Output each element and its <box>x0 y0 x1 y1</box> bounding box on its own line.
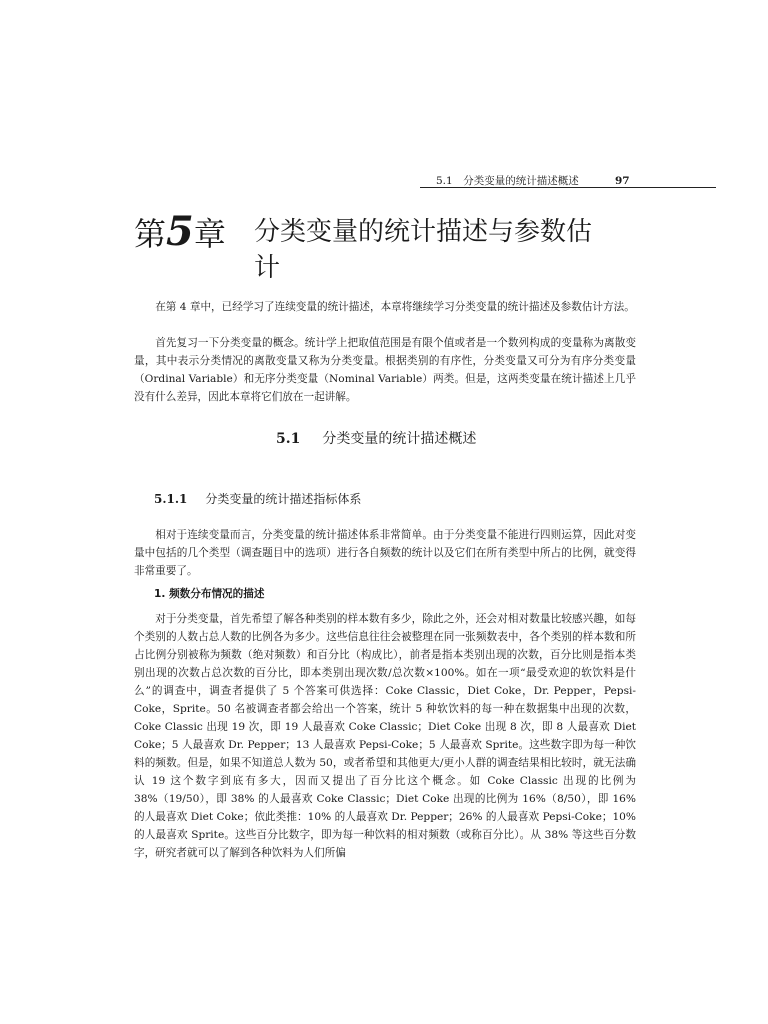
header-rule <box>420 187 716 188</box>
chapter-number <box>134 210 226 256</box>
section-heading <box>276 430 476 448</box>
subsection-number: 5.1.1 <box>154 492 188 506</box>
chapter-digit: 5 <box>166 208 194 255</box>
intro-paragraph-2: 首先复习一下分类变量的概念。统计学上把取值范围是有限个值或者是一个数列构成的变量称为离散变量，其中表示分类情况的离散变量又称为分类变量。根据类别的有序性，分类变量又可分为有序分类变量（Ordinal Variable）和无序分类变量（Nominal Variable）两类。但是，这两类变量在统计描述上几乎没有什么差异，因此本章将它们放在一起讲解。 <box>134 337 636 403</box>
page-number: 97 <box>615 175 630 187</box>
chapter-title: 分类变量的统计描述与参数估计 <box>254 217 593 283</box>
subsection-title: 分类变量的统计描述指标体系 <box>205 492 362 506</box>
section-title: 分类变量的统计描述概述 <box>322 431 477 447</box>
running-head-section: 5.1 分类变量的统计描述概述 <box>436 175 579 187</box>
minor-heading: 1. 频数分布情况的描述 <box>154 588 265 600</box>
running-head <box>420 174 716 188</box>
chapter-suffix: 章 <box>193 215 226 253</box>
subsection-heading <box>154 491 361 507</box>
section-number: 5.1 <box>276 431 301 447</box>
body-paragraph: 对于分类变量，首先希望了解各种类别的样本数有多少，除此之外，还会对相对数量比较感兴趣，如每个类别的人数占总人数的比例各为多少。这些信息往往会被整理在同一张频数表中，各个类别的样本数和所占比例分别被称为频数（绝对频数）和百分比（构成比），前者是指本类别出现的次数，百分比则是指本类别出现的次数占总次数的百分比，即本类别出现次数/总次数×100%。如在一项“最受欢迎的软饮料是什么”的调查中，调查者提供了 5 个答案可供选择：Coke Classic，Diet Coke，Dr. Pepper，Pepsi-Coke，Sprite。50 名被调查者都会给出一个答案，统计 5 种软饮料的每一种在数据集中出现的次数，Coke Classic 出现 19 次，即 19 人最喜欢 Coke Classic；Diet Coke 出现 8 次，即 8 人最喜欢 Diet Coke；5 人最喜欢 Dr. Pepper；13 人最喜欢 Pepsi-Coke；5 人最喜欢 Sprite。这些数字即为每一种饮料的频数。但是，如果不知道总人数为 50，或者希望和其他更大/更小人群的调查结果相比较时，就无法确认 19 这个数字到底有多大，因而又提出了百分比这个概念。如 Coke Classic 出现的比例为 38%（19/50），即 38% 的人最喜欢 Coke Classic；Diet Coke 出现的比例为 16%（8/50），即 16% 的人最喜欢 Diet Coke；依此类推：10% 的人最喜欢 Dr. Pepper；26% 的人最喜欢 Pepsi-Coke；10% 的人最喜欢 Sprite。这些百分比数字，即为每一种饮料的相对频数（或称百分比）。从 38% 等这些百分数字，研究者就可以了解到各种饮料为人们所偏 <box>134 613 636 859</box>
subsection-paragraph: 相对于连续变量而言，分类变量的统计描述体系非常简单。由于分类变量不能进行四则运算，因此对变量中包括的几个类型（调查题目中的选项）进行各自频数的统计以及它们在所有类型中所占的比例，就变得非常重要了。 <box>134 529 636 577</box>
chapter-prefix: 第 <box>134 215 167 253</box>
intro-paragraph-1: 在第 4 章中，已经学习了连续变量的统计描述，本章将继续学习分类变量的统计描述及参数估计方法。 <box>155 301 635 313</box>
